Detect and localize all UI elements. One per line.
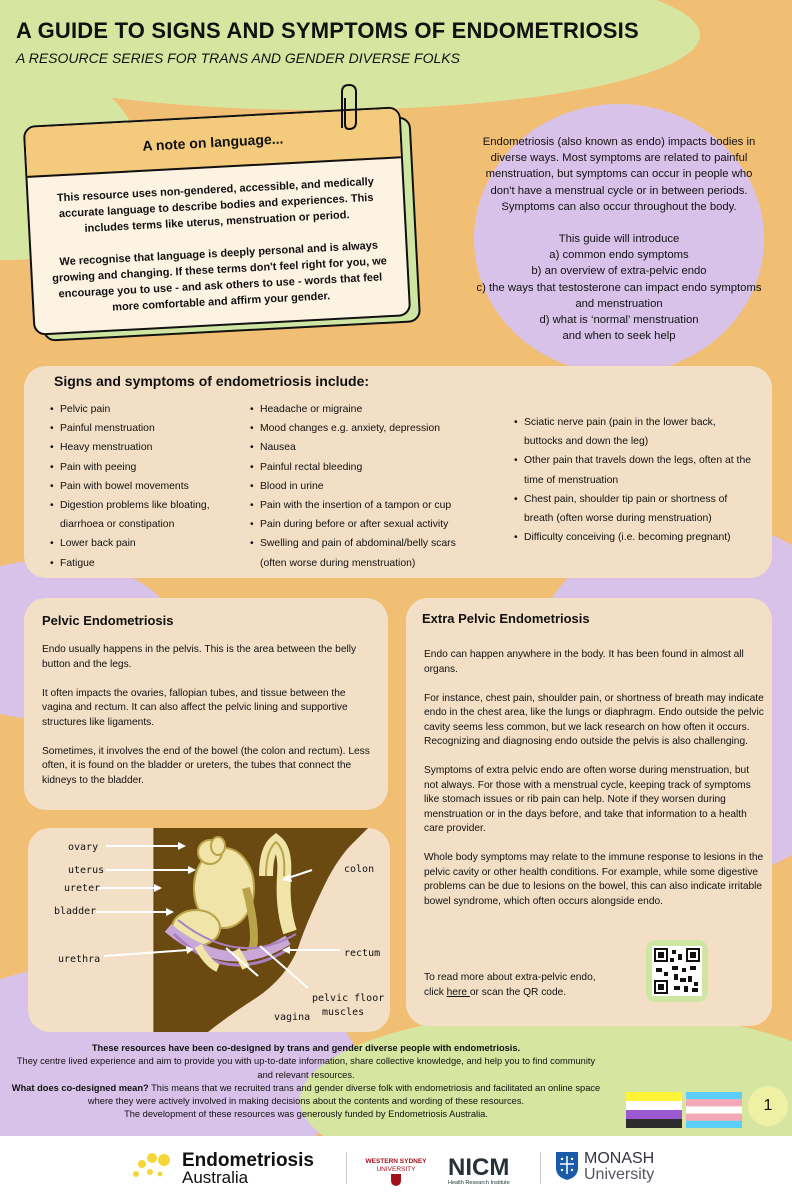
list-item: • Painful menstruation — [50, 419, 230, 438]
extra-pelvic-title: Extra Pelvic Endometriosis — [422, 611, 590, 626]
read-more-suffix: or scan the QR code. — [469, 986, 567, 998]
label-colon: colon — [344, 864, 375, 875]
intro-paragraph: Endometriosis (also known as endo) impacts bodies in diverse ways. Most symptoms are related to painful menstruation, but symptoms can occur in people who don't have a menstrual cycle or in between periods. Symptoms can also occur throughout the body. — [482, 136, 756, 213]
qr-code-icon — [652, 946, 702, 996]
intro-line: a) common endo symptoms — [549, 249, 689, 262]
qr-code[interactable] — [646, 940, 708, 1002]
pelvic-text — [42, 643, 372, 788]
credits — [8, 1042, 604, 1122]
wsu-logo-line2: UNIVERSITY — [376, 1166, 416, 1173]
list-item: • Nausea — [250, 438, 480, 457]
nonbinary-flag-icon — [626, 1092, 682, 1128]
note-title: A note on language... — [25, 108, 401, 178]
monash-logo-line1: MONASH — [584, 1150, 655, 1167]
label-pelvic-floor: pelvic floor — [312, 993, 385, 1004]
read-more-prefix: click — [424, 986, 447, 998]
label-ureter: ureter — [64, 883, 101, 894]
signs-list-1 — [50, 400, 230, 573]
page-number: 1 — [748, 1086, 788, 1126]
label-bladder: bladder — [54, 906, 97, 917]
list-item: • Digestion problems like bloating, diarrhoea or constipation — [50, 496, 230, 534]
intro-list — [474, 231, 764, 344]
list-item: • Chest pain, shoulder tip pain or shortness of breath (often worse during menstruation) — [514, 490, 754, 528]
list-item: • Pain with the insertion of a tampon or cup — [250, 496, 480, 515]
signs-title: Signs and symptoms of endometriosis include: — [54, 373, 370, 389]
credits-line: They centre lived experience and aim to provide you with up-to-date information, share collective knowledge, and help you to find community and relevant resources. — [16, 1056, 596, 1080]
pelvic-paragraph: It often impacts the ovaries, fallopian tubes, and tissue between the vagina and rectum. It can also affect the pelvic lining and supportive structures like ligaments. — [42, 687, 348, 728]
credits-line: These resources have been co-designed by trans and gender diverse people with endometriosis. — [91, 1043, 521, 1053]
list-item: • Swelling and pain of abdominal/belly scars (often worse during menstruation) — [250, 534, 480, 572]
credits-answer: This means that we recruited trans and gender diverse folk with endometriosis and facilitated an online space where they were actively involved in making decisions about the contents and wording of these resources. — [87, 1082, 601, 1107]
label-rectum: rectum — [344, 948, 381, 959]
extra-paragraph: Whole body symptoms may relate to the immune response to lesions in the pelvic cavity or other health conditions. For example, while some digestive problems can be due to lesions on the bowel, this can also indicate irritable bowel syndrome, which often occurs alongside endo. — [424, 852, 764, 907]
label-urethra: urethra — [58, 954, 101, 965]
footer-divider — [540, 1152, 541, 1184]
list-item: • Pain with peeing — [50, 458, 230, 477]
label-muscles: muscles — [322, 1007, 365, 1018]
footer-divider — [346, 1152, 347, 1184]
list-item: • Other pain that travels down the legs, often at the time of menstruation — [514, 451, 754, 489]
endo-logo-line2: Australia — [182, 1168, 249, 1187]
read-more — [424, 971, 634, 1000]
extra-paragraph: Endo can happen anywhere in the body. It has been found in almost all organs. — [424, 649, 744, 675]
extra-paragraph: Symptoms of extra pelvic endo are often worse during menstruation, but not always. For those with a menstrual cycle, keeping track of symptoms like stomach issues or rib pain can help. Note if they worsen during menstruation or in the days before, and take that information to a health care provider. — [424, 765, 751, 834]
intro-text — [474, 134, 764, 344]
transgender-flag-icon — [686, 1092, 742, 1128]
list-item: • Painful rectal bleeding — [250, 458, 480, 477]
intro-line: This guide will introduce — [558, 233, 680, 246]
intro-line: d) what is ‘normal’ menstruation — [539, 314, 699, 327]
list-item: • Pain with bowel movements — [50, 477, 230, 496]
pelvic-paragraph: Sometimes, it involves the end of the bowel (the colon and rectum). Less often, it is found on the bladder or ureters, the tubes that connect the kidneys to the bladder. — [42, 745, 370, 786]
pelvic-title: Pelvic Endometriosis — [42, 613, 174, 628]
endo-logo-line1: Endometriosis — [182, 1150, 314, 1171]
list-item: • Heavy menstruation — [50, 438, 230, 457]
intro-line: b) an overview of extra-pelvic endo — [531, 265, 707, 278]
intro-line: c) the ways that testosterone can impact endo symptoms and menstruation — [476, 281, 762, 310]
monash-crest-icon — [556, 1152, 578, 1180]
label-uterus: uterus — [68, 865, 105, 876]
list-item: • Mood changes e.g. anxiety, depression — [250, 419, 480, 438]
page-title: A GUIDE TO SIGNS AND SYMPTOMS OF ENDOMETRIOSIS — [16, 18, 639, 43]
read-more-line: To read more about extra-pelvic endo, — [424, 972, 596, 983]
list-item: • Pelvic pain — [50, 400, 230, 419]
credits-question: What does co-designed mean? — [11, 1082, 149, 1093]
list-item: • Blood in urine — [250, 477, 480, 496]
extra-paragraph: For instance, chest pain, shoulder pain, or shortness of breath may indicate endo in the chest area, like the lungs or diaphragm. Endo outside the pelvic cavity seems less common, but we lack research on how often it occurs. Recognizing and diagnosing endo outside the pelvis is also challenging. — [424, 692, 764, 747]
note-paragraph: We recognise that language is deeply personal and is always growing and changing. If these terms don't feel right for you, we encourage you to use - and ask others to use - words that feel more comfortable and affirm your gender. — [51, 239, 388, 314]
credits-line — [8, 1082, 604, 1109]
paperclip-icon — [334, 82, 364, 134]
nicm-subtitle: Health Research Institute — [448, 1180, 510, 1186]
extra-pelvic-text — [424, 648, 764, 909]
endometriosis-australia-logo-icon — [130, 1150, 176, 1184]
note-body — [27, 158, 408, 319]
wsu-crest-icon — [391, 1174, 401, 1186]
signs-list-3 — [514, 413, 754, 547]
label-vagina: vagina — [274, 1012, 311, 1023]
label-ovary: ovary — [68, 842, 99, 853]
credits-line: The development of these resources was generously funded by Endometriosis Australia. — [124, 1109, 488, 1120]
pelvic-paragraph: Endo usually happens in the pelvis. This is the area between the belly button and the legs. — [42, 644, 357, 670]
list-item: • Headache or migraine — [250, 400, 480, 419]
list-item: • Pain during before or after sexual activity — [250, 515, 480, 534]
list-item: • Sciatic nerve pain (pain in the lower back, buttocks and down the leg) — [514, 413, 754, 451]
language-note-card — [23, 106, 411, 335]
here-link[interactable]: here — [446, 986, 470, 998]
monash-logo-line2: University — [584, 1166, 655, 1183]
intro-line: and when to seek help — [562, 330, 676, 343]
nicm-logo: NICM — [448, 1154, 510, 1181]
list-item: • Fatigue — [50, 554, 230, 573]
wsu-logo-line1: WESTERN SYDNEY — [365, 1158, 427, 1165]
list-item: • Difficulty conceiving (i.e. becoming pregnant) — [514, 528, 754, 547]
signs-list-2 — [250, 400, 480, 573]
page-subtitle: A RESOURCE SERIES FOR TRANS AND GENDER DIVERSE FOLKS — [16, 50, 460, 66]
list-item: • Lower back pain — [50, 534, 230, 553]
note-paragraph: This resource uses non-gendered, accessible, and medically accurate language to describe bodies and experiences. This includes terms like uterus, menstruation or period. — [56, 175, 375, 235]
